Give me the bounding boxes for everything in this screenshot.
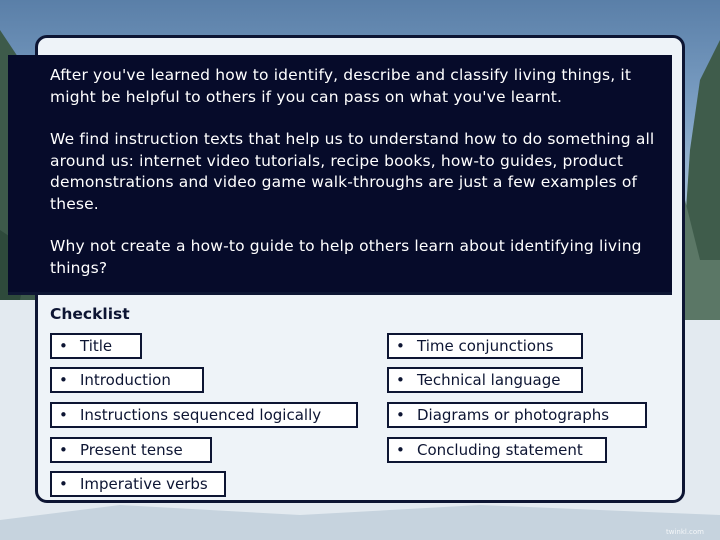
checklist-item-title <box>50 333 142 359</box>
bullet-icon: • <box>59 337 68 355</box>
bullet-icon: • <box>396 441 405 459</box>
checklist-item-label: Technical language <box>417 371 561 389</box>
checklist-item-label: Title <box>80 337 113 355</box>
checklist-item-technical-language <box>387 367 583 393</box>
checklist-item-diagrams <box>387 402 647 428</box>
bullet-icon: • <box>59 475 68 493</box>
checklist-title: Checklist <box>50 305 130 323</box>
checklist-item-label: Imperative verbs <box>80 475 208 493</box>
bullet-icon: • <box>59 441 68 459</box>
bullet-icon: • <box>59 406 68 424</box>
intro-paragraph-2: We find instruction texts that help us to understand how to do something all around us: internet video tutorials, recipe books, how-to guides, product demonstrations and video game walk-throughs are just a few examples of these. <box>50 130 655 213</box>
bullet-icon: • <box>396 371 405 389</box>
checklist-item-instructions <box>50 402 358 428</box>
checklist-item-introduction <box>50 367 204 393</box>
checklist-item-present-tense <box>50 437 212 463</box>
checklist-item-label: Instructions sequenced logically <box>80 406 322 424</box>
checklist-item-label: Introduction <box>80 371 171 389</box>
bullet-icon: • <box>59 371 68 389</box>
bullet-icon: • <box>396 406 405 424</box>
checklist-item-imperative-verbs <box>50 471 226 497</box>
checklist-item-label: Diagrams or photographs <box>417 406 610 424</box>
checklist-item-concluding-statement <box>387 437 607 463</box>
intro-paragraph-3: Why not create a how-to guide to help others learn about identifying living things? <box>50 237 642 277</box>
checklist-item-label: Time conjunctions <box>417 337 554 355</box>
checklist-item-label: Present tense <box>80 441 183 459</box>
checklist-item-label: Concluding statement <box>417 441 583 459</box>
watermark: twinkl.com <box>665 528 704 536</box>
intro-paragraph-1: After you've learned how to identify, describe and classify living things, it might be helpful to others if you can pass on what you've learnt. <box>50 66 632 106</box>
bullet-icon: • <box>396 337 405 355</box>
intro-panel <box>8 55 672 295</box>
checklist-item-time-conjunctions <box>387 333 583 359</box>
